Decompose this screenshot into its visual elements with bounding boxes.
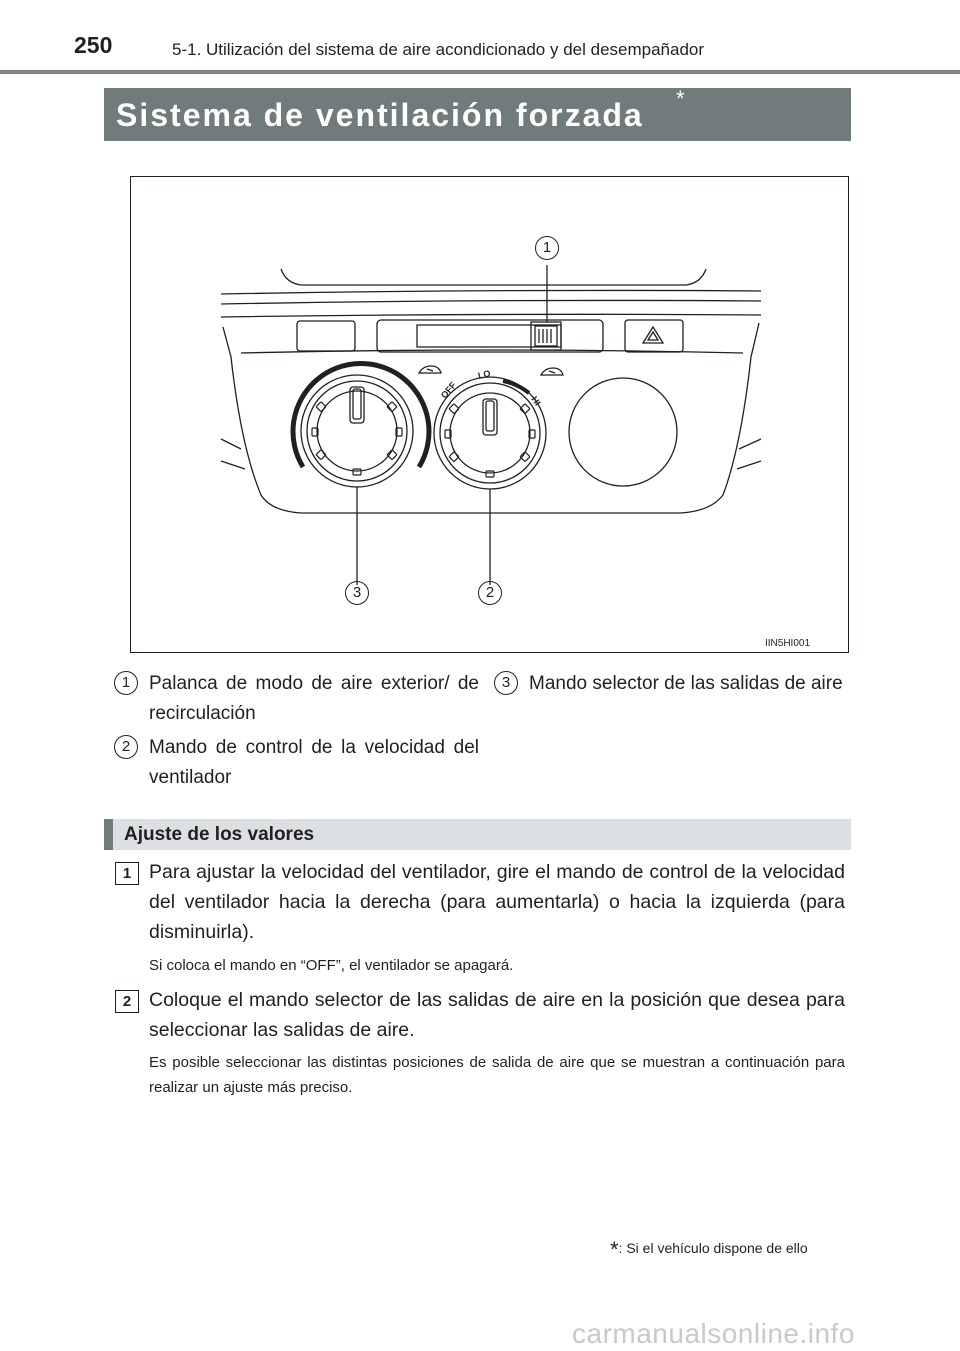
callout-1: 1 bbox=[535, 236, 559, 260]
footnote-asterisk: * bbox=[610, 1237, 619, 1262]
legend-item-1: Palanca de modo de aire exterior/ de recirculación bbox=[149, 673, 479, 724]
page-number: 250 bbox=[74, 32, 113, 58]
step-1-marker: 1 bbox=[115, 862, 139, 885]
knob-label-lo: LO bbox=[476, 368, 492, 381]
section-title: Sistema de ventilación forzada bbox=[116, 97, 644, 133]
step-2-text: Coloque el mando selector de las salidas de aire en la posición que desea para seleccionar las salidas de aire. bbox=[149, 989, 845, 1041]
header-rule bbox=[0, 70, 960, 74]
callout-3: 3 bbox=[345, 581, 369, 605]
step-2-marker: 2 bbox=[115, 990, 139, 1013]
footnote bbox=[610, 1237, 808, 1263]
knob-label-off: OFF bbox=[438, 380, 459, 401]
running-head: 5-1. Utilización del sistema de aire acondicionado y del desempañador bbox=[172, 40, 705, 59]
legend-num-2: 2 bbox=[114, 735, 138, 759]
legend-item-3: Mando selector de las salidas de aire bbox=[529, 673, 843, 694]
step-2-note: Es posible seleccionar las distintas posiciones de salida de aire que se muestran a continuación para realizar un ajuste más preciso. bbox=[149, 1054, 845, 1096]
callout-2: 2 bbox=[478, 581, 502, 605]
knob-label-hi: HI bbox=[529, 394, 543, 408]
step-1-text: Para ajustar la velocidad del ventilador, gire el mando de control de la velocidad del ventilador hacia la derecha (para aumentarla) o hacia la izquierda (para disminuirla). bbox=[149, 861, 845, 943]
subsection-title: Ajuste de los valores bbox=[124, 824, 315, 845]
figure-code: IIN5HI001 bbox=[765, 638, 811, 649]
footnote-text: : Si el vehículo dispone de ello bbox=[618, 1240, 808, 1256]
subsection-accent bbox=[104, 819, 113, 850]
title-asterisk: * bbox=[676, 86, 685, 111]
watermark: carmanualsonline.info bbox=[572, 1318, 855, 1349]
legend-item-2: Mando de control de la velocidad del ventilador bbox=[149, 737, 479, 788]
legend-num-1: 1 bbox=[114, 671, 138, 695]
legend-num-3: 3 bbox=[494, 671, 518, 695]
step-1-note: Si coloca el mando en “OFF”, el ventilador se apagará. bbox=[149, 957, 514, 974]
